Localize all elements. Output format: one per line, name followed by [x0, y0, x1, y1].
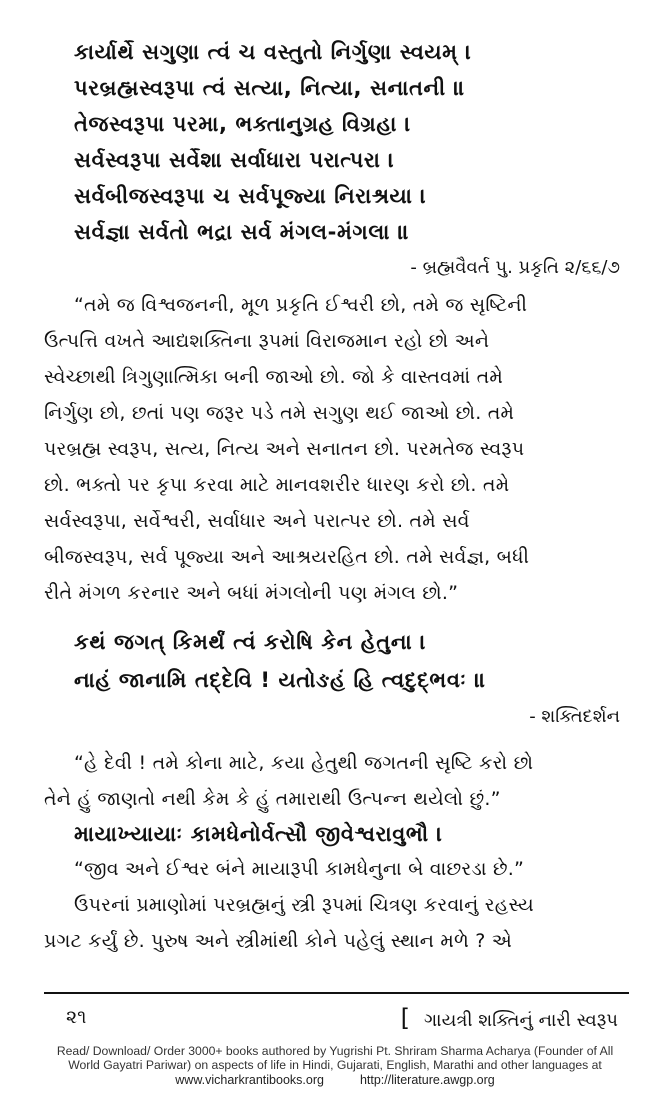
verse2-line-2: નાહં જાનામિ તદ્દેવિ ! યતોઙહં હિ ત્વદુદ્ભવઃ ॥ — [74, 668, 487, 692]
awgp-literature-link[interactable]: http://literature.awgp.org — [359, 1073, 495, 1087]
verse3-line: માયાખ્યાયાઃ કામધેનોર્વત્સૌ જીવેશ્વરાવુભૌ । — [74, 822, 443, 846]
para1-line-4: નિર્ગુણ છો, છતાં પણ જરૂર પડે તમે સગુણ થઈ જાઓ છો. તમે — [44, 402, 515, 424]
running-title — [401, 1004, 618, 1032]
para1-line-2: ઉત્પત્તિ વખતે આદ્યશક્તિના રૂપમાં વિરાજમાન રહો છો અને — [44, 330, 490, 352]
verse2-line-1: કથં જગત્ કિમર્થં ત્વં કરોષિ કેન હેતુના । — [74, 630, 427, 654]
page-number: ૨૧ — [66, 1006, 87, 1028]
running-title-bracket: [ — [400, 1004, 411, 1032]
para4-line-2: પ્રગટ કર્યું છે. પુરુષ અને સ્ત્રીમાંથી કોને પહેલું સ્થાન મળે ? એ — [44, 930, 512, 952]
para1-line-9: રીતે મંગળ કરનાર અને બધાં મંગલોની પણ મંગલ છો.” — [44, 582, 459, 604]
verse1-line-3: તેજસ્વરૂપા પરમા, ભક્તાનુગ્રહ વિગ્રહા । — [74, 112, 412, 136]
vicharkranti-link[interactable]: www.vicharkrantibooks.org — [175, 1073, 324, 1087]
book-title: ગાયત્રી શક્તિનું નારી સ્વરૂપ — [424, 1010, 618, 1031]
para4-line-1: ઉપરનાં પ્રમાણોમાં પરબ્રહ્મનું સ્ત્રી રૂપમાં ચિત્રણ કરવાનું રહસ્ય — [74, 894, 534, 916]
para3-line: “જીવ અને ઈશ્વર બંને માયારૂપી કામધેનુના બે વાછરડા છે.” — [74, 858, 525, 880]
credit-line-2: World Gayatri Pariwar) on aspects of life in Hindi, Gujarati, English, Marathi and other languages at — [68, 1058, 602, 1072]
para1-line-7: સર્વસ્વરૂપા, સર્વેશ્વરી, સર્વાધાર અને પરાત્પર છો. તમે સર્વ — [44, 510, 470, 532]
para1-line-1: “તમે જ વિશ્વજનની, મૂળ પ્રકૃતિ ઈશ્વરી છો, તમે જ સૃષ્ટિની — [74, 294, 528, 316]
verse1-line-2: પરબ્રહ્મસ્વરૂપા ત્વં સત્યા, નિત્યા, સનાતની ॥ — [74, 76, 466, 100]
footer-rule — [44, 992, 629, 994]
verse1-line-4: સર્વસ્વરૂપા સર્વેશા સર્વાધારા પરાત્પરા । — [74, 148, 395, 172]
para2-line-2: તેને હું જાણતો નથી કેમ કે હું તમારાથી ઉત્પન્ન થયેલો છું.” — [44, 788, 501, 810]
para1-line-3: સ્વેચ્છાથી ત્રિગુણાત્મિકા બની જાઓ છો. જો કે વાસ્તવમાં તમે — [44, 366, 504, 388]
para1-line-5: પરબ્રહ્મ સ્વરૂપ, સત્ય, નિત્ય અને સનાતન છો. પરમતેજ સ્વરૂપ — [44, 438, 525, 460]
verse1-line-5: સર્વબીજસ્વરૂપા ચ સર્વપૂજ્યા નિરાશ્રયા । — [74, 184, 427, 208]
verse1-source: - બ્રહ્મવૈવર્ત પુ. પ્રકૃતિ ૨/૬૬/૭ — [410, 257, 620, 278]
para1-line-8: બીજસ્વરૂપ, સર્વ પૂજ્યા અને આશ્રયરહિત છો. તમે સર્વજ્ઞ, બધી — [44, 546, 530, 568]
credit-line-1: Read/ Download/ Order 3000+ books authored by Yugrishi Pt. Shriram Sharma Acharya (Founder of All — [56, 1044, 614, 1058]
para2-line-1: “હે દેવી ! તમે કોના માટે, કયા હેતુથી જગતની સૃષ્ટિ કરો છો — [74, 752, 534, 774]
para1-line-6: છો. ભક્તો પર કૃપા કરવા માટે માનવશરીર ધારણ કરો છો. તમે — [44, 474, 510, 496]
verse1-line-1: કાર્યાર્થે સગુણા ત્વં ચ વસ્તુતો નિર્ગુણા સ્વયમ્ । — [74, 40, 472, 64]
verse2-source: - શક્તિદર્શન — [529, 706, 620, 727]
verse1-line-6: સર્વજ્ઞા સર્વતો ભદ્રા સર્વ મંગલ-મંગલા ॥ — [74, 220, 410, 244]
credit-links — [0, 1073, 670, 1087]
